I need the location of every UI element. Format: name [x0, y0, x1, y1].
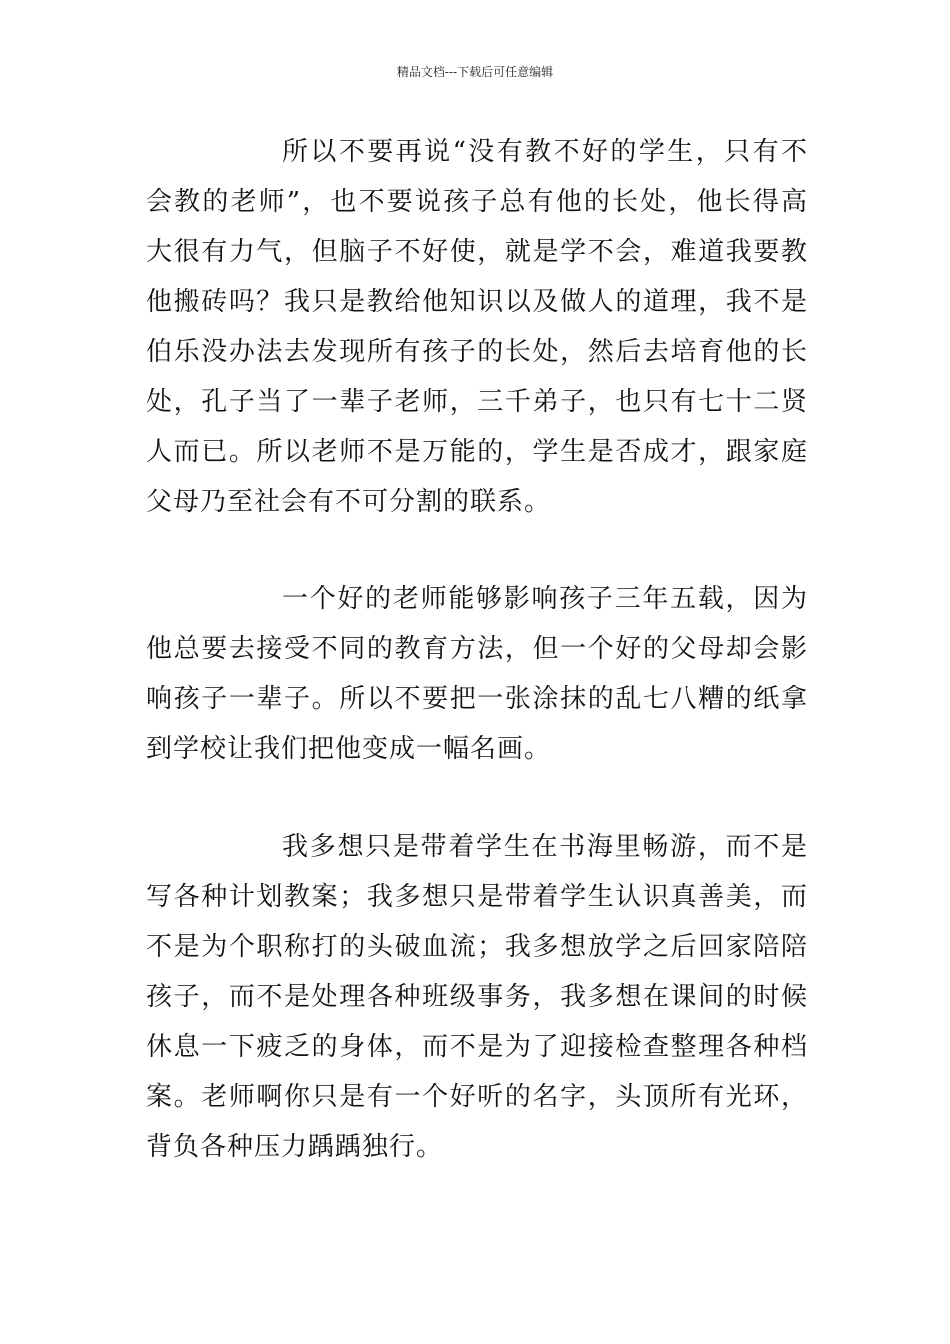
page-header: 精品文档---下载后可任意编辑: [396, 65, 554, 79]
paragraph-1: 所以不要再说“没有教不好的学生，只有不会教的老师”，也不要说孩子总有他的长处，他长得高大很有力气，但脑子不好使，就是学不会，难道我要教他搬砖吗？我只是教给他知识以及做人的道理，我不是伯乐没办法去发现所有孩子的长处，然后去培育他的长处，孔子当了一辈子老师，三千弟子，也只有七十二贤人而已。所以老师不是万能的，学生是否成才，跟家庭父母乃至社会有不可分割的联系。: [146, 137, 808, 517]
paragraph-3: 我多想只是带着学生在书海里畅游，而不是写各种计划教案；我多想只是带着学生认识真善美，而不是为个职称打的头破血流；我多想放学之后回家陪陪孩子，而不是处理各种班级事务，我多想在课间的时候休息一下疲乏的身体，而不是为了迎接检查整理各种档案。老师啊你只是有一个好听的名字，头顶所有光环，背负各种压力踽踽独行。: [146, 832, 808, 1162]
paragraph-2: 一个好的老师能够影响孩子三年五载，因为他总要去接受不同的教育方法，但一个好的父母却会影响孩子一辈子。所以不要把一张涂抹的乱七八糟的纸拿到学校让我们把他变成一幅名画。: [146, 584, 808, 764]
